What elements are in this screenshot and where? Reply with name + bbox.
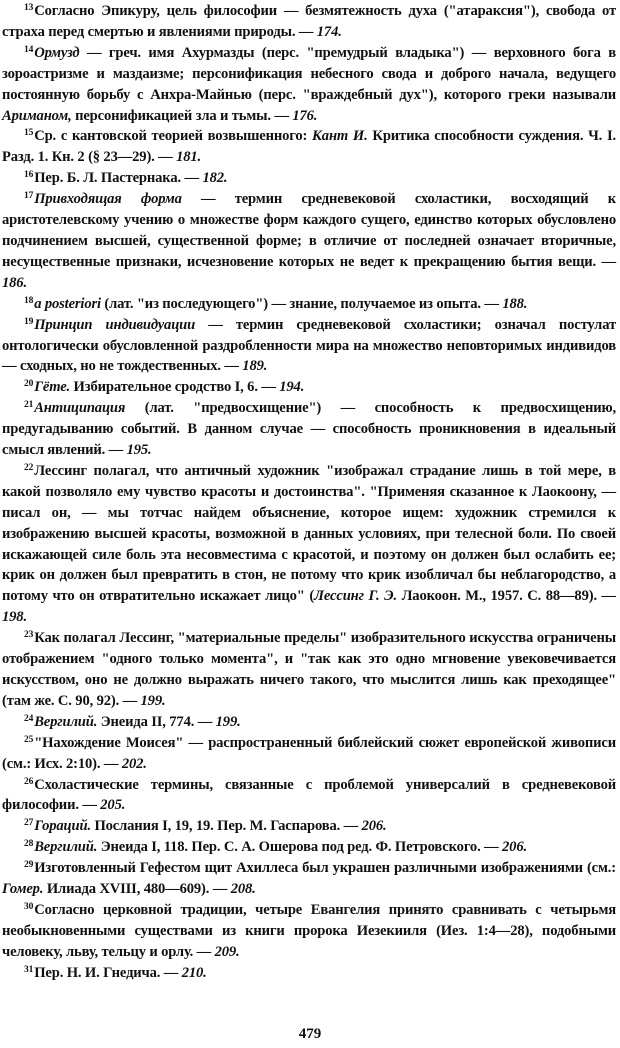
note-italic-text: Антиципация — [34, 400, 126, 417]
note-italic-text: 182. — [202, 170, 228, 187]
note-text: — термин средневековой схоластики, восходящий к аристотелевскому учению о множестве форм каждого сущего, единство которых обусловлено подчинением высшей, существенной форме; в отличие от последней означает вторичные, несущественные признаки, исчезновение которых не ведет к прекращению бытия вещи. — — [2, 191, 616, 270]
note-italic-text: 188. — [502, 295, 528, 312]
note-number: 24 — [24, 713, 34, 724]
note-number: 28 — [24, 839, 34, 850]
endnote-18 — [2, 294, 616, 315]
note-text: Ср. с кантовской теорией возвышенного: — [34, 128, 313, 145]
note-text: — термин средневековой схоластики; означал постулат онтологически обусловленной раздробленности мира на множество неповторимых индивидов — сходных, но не тождественных. — — [2, 316, 616, 375]
note-italic-text: Гораций. — [34, 818, 91, 835]
note-italic-text: 181. — [176, 149, 202, 166]
note-italic-text: 205. — [100, 797, 126, 814]
note-text: "Нахождение Моисея" — распространенный библейский сюжет европейской живописи (см.: Исх. 2:10). — — [2, 734, 616, 772]
note-text: Послания I, 19, 19. Пер. М. Гаспарова. — — [90, 818, 362, 835]
note-text: Как полагал Лессинг, "материальные пределы" изобразительного искусства ограничены отображением "одного только момента", и "так как это одно мгновение увековечивается искусством, оно не должно выражать ничего такого, что мыслится лишь как преходящее" (там же. С. 90, 92). — — [2, 630, 616, 709]
note-italic-text: — 206. — [484, 839, 527, 856]
note-text: Лессинг полагал, что античный художник "изображал страдание лишь в той мере, в какой позволяло ему чувство красоты и достоинства". "Применяя сказанное к Лаокоону, — писал он, — мы тотчас найдем объяснение, которое ищем: художник стремился к изображению высшей красоты, возможной в данных условиях, при телесной боли. По своей искажающей силе боль эта несовместима с красотой, и поэтому он должен был ослабить ее; крик он должен был превратить в стон, не потому что крик изобличал бы неблагородство, а потому что он отвратительно искажает лицо" ( — [2, 462, 616, 605]
note-italic-text: Кант И. — [312, 128, 368, 145]
note-number: 15 — [24, 128, 34, 139]
endnote-17 — [2, 189, 616, 294]
endnote-30 — [2, 900, 616, 963]
endnote-23 — [2, 628, 616, 712]
note-text: Согласно церковной традиции, четыре Евангелия принято сравнивать с четырьмя необыкновенными существами из книги пророка Иезекииля (Иез. 1:4—28), подобными человеку, льву, тельцу и орлу. — — [2, 901, 616, 960]
note-number: 30 — [24, 901, 34, 912]
note-number: 18 — [24, 295, 34, 306]
note-text: Лаокоон. М., 1957. С. 88—89). — [396, 588, 602, 605]
note-text: Пер. Б. Л. Пастернака. — — [34, 170, 203, 187]
note-italic-text: 189. — [242, 358, 268, 375]
note-number: 13 — [24, 3, 34, 13]
note-number: 21 — [24, 400, 34, 411]
note-italic-text: Лессинг Г. Э. — [314, 588, 397, 605]
endnote-20 — [2, 377, 616, 398]
endnote-31 — [2, 963, 616, 984]
note-italic-text: Гомер. — [2, 881, 44, 898]
note-number: 19 — [24, 316, 34, 327]
note-text: Энеида I, 118. Пер. С. А. Ошерова под ред. Ф. Петровского. — [97, 839, 485, 856]
note-text: Схоластические термины, связанные с проблемой универсалий в средневековой философии. — — [2, 776, 616, 814]
note-text: (лат. "предвосхищение") — способность к предвосхищению, предугадыванию событий. В данном случае — способность проникновения в идеальный смысл явлений. — — [2, 400, 616, 459]
endnote-25 — [2, 733, 616, 775]
note-italic-text: Принцип индивидуации — [34, 316, 196, 333]
note-italic-text: Вергилий. — [34, 839, 98, 856]
note-number: 26 — [24, 776, 34, 787]
note-text: — греч. имя Ахурмазды (перс. "премудрый владыка") — верховного бога в зороастризме и маздаизме; персонификация небесного свода и доброго начала, ведущего постоянную борьбу с Анхра-Майнью (перс. "враждебный дух"), которого греки называли — [2, 44, 616, 103]
note-number: 25 — [24, 734, 34, 745]
endnote-22 — [2, 461, 616, 628]
note-text: Энеида II, 774. — — [97, 713, 216, 730]
endnote-14 — [2, 43, 616, 127]
note-italic-text: Гёте. — [34, 379, 71, 396]
note-italic-text: a posteriori — [34, 295, 101, 312]
note-number: 17 — [24, 191, 34, 202]
note-italic-text: 174. — [316, 23, 342, 40]
note-italic-text: Вергилий. — [34, 713, 98, 730]
note-italic-text: Привходящая форма — [34, 191, 182, 208]
note-number: 27 — [24, 818, 34, 829]
note-italic-text: 176. — [292, 107, 318, 124]
note-text: Избирательное сродство I, 6. — — [70, 379, 280, 396]
note-italic-text: Ормузд — [34, 44, 80, 61]
note-number: 16 — [24, 170, 34, 181]
note-italic-text: 199. — [140, 692, 166, 709]
note-number: 22 — [24, 462, 34, 473]
note-text: Согласно Эпикуру, цель философии — безмятежность духа ("атараксия"), свобода от страха перед смертью и явлениями природы. — — [2, 3, 616, 40]
endnote-24 — [2, 712, 616, 733]
endnote-26 — [2, 775, 616, 817]
endnote-29 — [2, 858, 616, 900]
note-italic-text: 194. — [279, 379, 305, 396]
note-italic-text: 206. — [361, 818, 387, 835]
note-italic-text: 199. — [215, 713, 241, 730]
endnote-28 — [2, 837, 616, 858]
note-italic-text: — 198. — [2, 588, 616, 626]
note-italic-text: Ариманом, — [2, 107, 72, 124]
note-number: 29 — [24, 860, 34, 871]
endnote-16 — [2, 168, 616, 189]
note-text: персонификацией зла и тьмы. — — [71, 107, 293, 124]
endnote-13 — [2, 1, 616, 43]
note-number: 14 — [24, 44, 34, 55]
note-italic-text: 208. — [230, 881, 256, 898]
note-number: 20 — [24, 379, 34, 390]
note-italic-text: 202. — [121, 755, 147, 772]
note-number: 31 — [24, 964, 34, 975]
note-text: Изготовленный Гефестом щит Ахиллеса был украшен различными изображениями (см.: — [34, 860, 616, 877]
note-text: Критика способности суждения. Ч. I. Разд. 1. Кн. 2 (§ 23—29). — — [2, 128, 616, 166]
note-text: Пер. Н. И. Гнедича. — — [34, 964, 182, 981]
endnote-19 — [2, 315, 616, 378]
page-number: 479 — [298, 1026, 322, 1042]
note-text: Илиада XVIII, 480—609). — — [43, 881, 231, 898]
note-number: 23 — [24, 630, 34, 641]
endnote-15 — [2, 126, 616, 168]
endnotes-list — [2, 1, 616, 984]
endnote-21 — [2, 398, 616, 461]
note-italic-text: 210. — [181, 964, 207, 981]
note-text: (лат. "из последующего") — знание, получаемое из опыта. — — [100, 295, 503, 312]
endnote-27 — [2, 816, 616, 837]
note-italic-text: 195. — [126, 442, 152, 459]
note-italic-text: 186. — [2, 274, 27, 291]
note-italic-text: 209. — [214, 943, 240, 960]
